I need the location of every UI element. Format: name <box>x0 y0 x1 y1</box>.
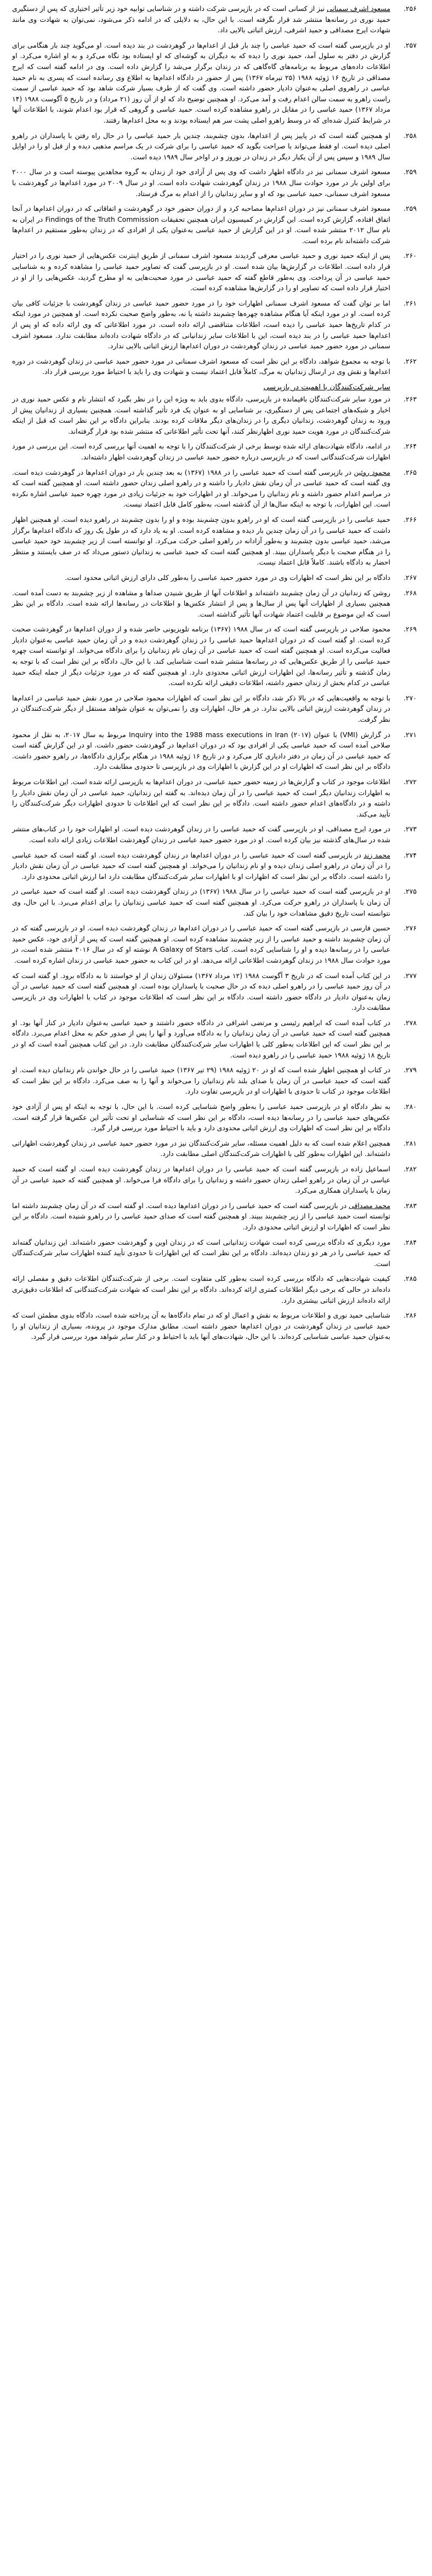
paragraph-body: به نظر دادگاه او در بازپرسی حمید عباسی را به‌طور واضح شناسایی کرده است. با این حال، با توجه به اینکه او پس از آزادی خود عکس‌های حمید عباسی را در رسانه‌ها دیده است، دادگاه بر این نظر است که شناسایی او تحت تأثیر این عکس‌ها قرار گرفته است. دادگاه بر این نظر است که اظهارات وی ارزش اثباتی محدودی دارد و باید با احتیاط مورد بررسی قرار گیرد. <box>12 1102 390 1132</box>
paragraph-number: ۲۷۵. <box>403 887 417 896</box>
paragraph-group-1 <box>12 3 420 377</box>
paragraph-body: کیفیت شهادت‌هایی که دادگاه بررسی کرده است به‌طور کلی متفاوت است. برخی از شرکت‌کنندگان اطلاعات دقیق و مفصلی ارائه داده‌اند در حالی که برخی دیگر اطلاعات کمتری ارائه کرده‌اند. دادگاه بر این نظر است که شهادت شرکت‌کنندگانی که اطلاعات دقیق‌تری ارائه داده‌اند ارزش اثباتی بیشتری دارد. <box>12 1274 390 1304</box>
paragraph-p281 <box>12 1138 420 1159</box>
paragraph-p283 <box>12 1200 420 1233</box>
paragraph-p260 <box>12 250 420 293</box>
paragraph-body: اسماعیل زاده در بازپرسی گفته است که حمید عباسی را در دوران اعدام‌ها در زندان گوهردشت دیده است. او گفته است که حمید عباسی در آن زمان در راهرو اصلی زندان حضور داشته و زندانیان را برای دادگاه فرا می‌خواند. او همچنین گفته که حمید عباسی در آن زمان با پاسداران همکاری می‌کرد. <box>12 1165 390 1195</box>
paragraph-text <box>12 514 390 568</box>
paragraph-number: ۲۶۵. <box>403 468 417 476</box>
paragraph-number: ۲۶۴. <box>403 442 417 451</box>
paragraph-body: در ادامه، دادگاه شهادت‌های ارائه شده توسط برخی از شرکت‌کنندگان را با توجه به اهمیت آنها بررسی کرده است. این بررسی در مورد اظهارات شرکت‌کنندگانی است که در بازپرسی درباره حضور حمید عباسی در زندان گوهردشت اظهار داشته‌اند. <box>12 442 390 461</box>
paragraph-text <box>12 970 390 1013</box>
paragraph-number: ۲۷۷. <box>403 971 417 980</box>
paragraph-text <box>12 1310 390 1342</box>
paragraph-text <box>12 923 390 965</box>
paragraph-group-2 <box>12 394 420 1342</box>
paragraph-body: اما بر توان گفت که مسعود اشرف سمنانی اظهارات خود را در مورد حضور حمید عباسی در زندان گوهردشت با جزئیات کافی بیان کرده است. او در مورد اینکه آیا هنگام مشاهده چهره‌ها چشم‌بند داشته یا نه، به‌طور واضح صحبت نکرده است. او همچنین در مورد اینکه در کدام تاریخ‌ها حمید عباسی را دیده است، اطلاعات متناقضی ارائه داده است. در مورد اطلاعاتی که وی ارائه داده که او پس از اعدام‌ها حمید عباسی را در بند دیده است، این با اطلاعات سایر زندانیانی که در دادگاه شهادت داده‌اند مطابقت ندارد. مسعود اشرف سمنانی در مورد حضور حمید عباسی در زندان گوهردشت در دوران اعدام‌ها ارزش اثباتی بالایی ندارد. <box>12 298 390 350</box>
paragraph-p274 <box>12 850 420 882</box>
paragraph-body: پس از اینکه حمید نوری و حمید عباسی معرفی گردیدند مسعود اشرف سمنانی از طریق اینترنت عکس‌هایی از حمید نوری را در اختیار قرار داده است. اطلاعات در گزارش‌ها بیان شده است. او در بازپرسی گفت که تصاویر حمید عباسی را مشاهده کرده و به شناسایی حمید عباسی در آن پرداخت. وی به‌طور قاطع گفته که حمید عباسی در مورد صحبت‌هایی به او مطرح گردید، عکس‌هایی را از او در اختیار قرار داده است که تصاویر او را در گزارش‌ها مشاهده کرده است. <box>12 251 390 292</box>
paragraph-text <box>12 1273 390 1306</box>
paragraph-number: ۲۵۶. <box>403 4 417 13</box>
paragraph-p268 <box>12 588 420 620</box>
paragraph-p259b <box>12 203 420 246</box>
paragraph-number: ۲۸۴. <box>403 1238 417 1246</box>
paragraph-body: در بازپرسی گفته است که حمید عباسی را در دوران اعدام‌ها در زندان گوهردشت دیده است. او گفته است که حمید عباسی را در آن زمان در راهرو اصلی زندان دیده و او نام زندانیان را می‌خواند. او همچنین گفته است که حمید عباسی در آن زمان نقش دادیار را داشته است. دادگاه بر این نظر است که اظهارات او با اظهارات سایر شرکت‌کنندگان مطابقت دارد اما ارزش اثباتی محدودی دارد. <box>12 850 390 881</box>
paragraph-p273 <box>12 824 420 845</box>
paragraph-text <box>12 850 390 882</box>
paragraph-p269 <box>12 624 420 688</box>
paragraph-number: ۲۷۰. <box>403 693 417 702</box>
person-name: محمد زند <box>363 850 390 859</box>
paragraph-p270 <box>12 693 420 725</box>
paragraph-p280 <box>12 1101 420 1134</box>
paragraph-number: ۲۶۷. <box>403 573 417 582</box>
paragraph-text <box>12 729 390 772</box>
paragraph-p265 <box>12 467 420 510</box>
paragraph-text <box>12 886 390 918</box>
paragraph-number: ۲۷۴. <box>403 850 417 859</box>
paragraph-p264 <box>12 441 420 462</box>
paragraph-number: ۲۸۵. <box>403 1274 417 1283</box>
paragraph-p276 <box>12 923 420 965</box>
paragraph-number: ۲۷۸. <box>403 1018 417 1027</box>
paragraph-p278 <box>12 1017 420 1060</box>
paragraph-p256 <box>12 3 420 36</box>
paragraph-body: حسین فارسی در بازپرسی گفته است که حمید عباسی را در دوران اعدام‌ها در زندان گوهردشت دیده است. او در بازپرسی گفته که در آن زمان چشم‌بند داشته و حمید عباسی را از زیر چشم‌بند مشاهده کرده است. او همچنین گفته است که پس از آزادی خود، عکس حمید عباسی را در رسانه‌ها دیده و او را شناسایی کرده است. کتاب A Galaxy of Stars نوشته او که در سال ۲۰۱۶ منتشر شده است، در مورد حوادث سال ۱۹۸۸ در زندان گوهردشت اطلاعاتی ارائه می‌دهد. او در این کتاب به حضور حمید عباسی در زندان اشاره کرده است. <box>12 924 391 964</box>
paragraph-p258 <box>12 130 420 163</box>
paragraph-text <box>12 1101 390 1134</box>
paragraph-body: اطلاعات موجود در کتاب و گزارش‌ها در زمینه حضور حمید عباسی، در دوران اعدام‌ها به بازپرسی ارائه شده است. این اطلاعات مربوط به اظهارات زندانیان دیگر است که حمید عباسی را در آن زمان دیده‌اند. به گفته این زندانیان، حمید عباسی در آن زمان نقش دادیار را داشته و در دادگاه‌های اعدام حضور داشته است. دادگاه بر این نظر است که این اطلاعات تا حدودی اظهارات دیگر شرکت‌کنندگان را تأیید می‌کند. <box>12 778 390 818</box>
paragraph-text <box>12 1017 390 1060</box>
person-name: مسعود اشرف سمنانی <box>327 4 390 13</box>
paragraph-number: ۲۷۲. <box>403 778 417 786</box>
paragraph-number: ۲۸۲. <box>403 1165 417 1173</box>
paragraph-text <box>12 3 390 36</box>
paragraph-number: ۲۸۶. <box>403 1311 417 1320</box>
paragraph-p272 <box>12 777 420 819</box>
paragraph-number: ۲۵۸. <box>403 131 417 140</box>
paragraph-p282 <box>12 1164 420 1196</box>
paragraph-text <box>12 1200 390 1233</box>
paragraph-body: با توجه به واقعیت‌هایی که در بالا ذکر شد، دادگاه بر این نظر است که اظهارات محمود صلاحی در مورد نقش حمید عباسی در اعدام‌ها در زندان گوهردشت ارزش اثباتی بالایی ندارد. در هر حال، اظهارات وی را نمی‌توان به عنوان شواهد مستقل از دیگر شرکت‌کنندگان در نظر گرفت. <box>12 693 390 724</box>
section-heading: سایر شرکت‌کنندگان با اهمیت در بازپرسی <box>263 383 390 392</box>
paragraph-body: مورد دیگری که دادگاه بررسی کرده است شهادت زندانیانی است که در زندان اوین و گوهردشت حضور داشته‌اند. این زندانیان گفته‌اند که حمید عباسی را در هر دو زندان دیده‌اند. دادگاه بر این نظر است که این اظهارات تا حدودی تأیید کننده اظهارات سایر شرکت‌کنندگان است. <box>12 1238 390 1268</box>
paragraph-text <box>12 394 390 436</box>
paragraph-body: در کتاب آمده است که ابراهیم رئیسی و مرتضی اشراقی در دادگاه حضور داشتند و حمید عباسی به‌عنوان دادیار در کنار آنها بود. او همچنین گفته است که حمید عباسی در آن زمان زندانیان را به دادگاه می‌آورد و آنها را پس از صدور حکم به محل اعدام می‌برد. دادگاه بر این نظر است که این اطلاعات به‌طور کلی با اظهارات سایر شرکت‌کنندگان مطابقت دارد. در این کتاب همچنین آمده است که او در تاریخ ۱۸ ژوئیه ۱۹۸۸ حمید عباسی را در راهرو دیده است. <box>12 1018 390 1059</box>
paragraph-text <box>12 203 390 246</box>
paragraph-body: مسعود اشرف سمنانی نیز در دادگاه اظهار داشت که وی پس از آزادی خود از زندان به گروه مجاهدین پیوسته است و در سال ۲۰۰۰ برای اولین بار در مورد حوادث سال ۱۹۸۸ در زندان گوهردشت شهادت داده است. او در سال ۲۰۰۹ در مورد اعدام‌ها در گوهردشت با مسعود اشرف سمنانی، حمید عباسی بود که او و سایر زندانیان را از اعدام به مرگ فرستاد. <box>12 168 390 198</box>
paragraph-body: با توجه به مجموع شواهد، دادگاه بر این نظر است که مسعود اشرف سمنانی در مورد حضور حمید عباسی در زندان گوهردشت در دوره اعدام‌ها و نقش وی در ارسال زندانیان به مرگ، کاملاً قابل اعتماد نیست و شهادت وی را باید با احتیاط مورد بررسی قرار داد. <box>12 357 390 376</box>
paragraph-text <box>12 40 390 126</box>
paragraph-p279 <box>12 1065 420 1097</box>
paragraph-body: او در بازپرسی گفته است که حمید عباسی را در سال ۱۹۸۸ (۱۳۶۷) در زندان گوهردشت دیده است. او گفته است که حمید عباسی در آن زمان با پاسداران در راهرو حرکت می‌کرد. او همچنین گفته است که حمید عباسی زندانیان را برای اعدام می‌برد. با این حال، وی نتوانسته است تاریخ دقیق مشاهدات خود را بیان کند. <box>12 887 390 917</box>
paragraph-number: ۲۶۹. <box>403 625 417 634</box>
paragraph-text <box>12 588 390 620</box>
paragraph-number: ۲۷۶. <box>403 924 417 933</box>
paragraph-text <box>12 1065 390 1097</box>
paragraph-number: ۲۶۸. <box>403 588 417 597</box>
paragraph-number: ۲۵۹. <box>403 204 417 213</box>
paragraph-body: در این کتاب آمده است که در تاریخ ۳ آگوست ۱۹۸۸ (۱۲ مرداد ۱۳۶۷) مسئولان زندان از او خواستند تا به دادگاه برود. او گفته است که در آن روز حمید عباسی را در راهرو اصلی دیده که در حال صحبت با پاسداران بوده است. او همچنین گفته است که حمید عباسی در آن زمان به‌عنوان دادیار در دادگاه حضور داشته است. دادگاه بر این نظر است که اطلاعات موجود در کتاب با اظهارات وی در بازپرسی مطابقت دارد. <box>12 971 390 1012</box>
paragraph-body: در مورد ایرج مصداقی، او در بازپرسی گفت که حمید عباسی را در زندان گوهردشت دیده است. او اظهارات خود را در کتاب‌های منتشر شده در سال‌های گذشته نیز بیان کرده است. او در مورد حضور حمید عباسی در زندان گوهردشت اطلاعات زیادی ارائه داده است. <box>12 825 390 844</box>
paragraph-p262 <box>12 356 420 377</box>
paragraph-body: در گزارش (VMI) با عنوان Inquiry into the 1988 mass executions in Iran (۲۰۱۷) مربوط به سال ۲۰۱۷، به نقل از محمود صلاحی آمده است که حمید عباسی یکی از افرادی بود که در دوران اعدام‌ها در گوهردشت حضور داشت. او در این گزارش گفته است که حمید عباسی در آن زمان در دفتر دادیاری کار می‌کرد و در تاریخ ۱۶ ژوئیه ۱۹۸۸ در هنگام برگزاری دادگاه‌ها، در راهرو حضور داشت. دادگاه بر این نظر است که اظهارات او در این گزارش با اظهارات وی در بازپرسی تا حدودی مطابقت دارد. <box>12 730 390 771</box>
paragraph-text <box>12 1237 390 1269</box>
paragraph-p266 <box>12 514 420 568</box>
paragraph-p275 <box>12 886 420 918</box>
paragraph-number: ۲۶۶. <box>403 515 417 524</box>
paragraph-p286 <box>12 1310 420 1342</box>
paragraph-body: در بازپرسی گفته است که حمید عباسی را در دوران اعدام‌ها دیده است. او گفته است که در آن زمان چشم‌بند داشته اما توانسته است حمید عباسی را از زیر چشم‌بند ببیند. او همچنین گفته است که صدای حمید عباسی را در راهرو شنیده است. دادگاه بر این نظر است که اظهارات او ارزش اثباتی محدودی دارد. <box>12 1201 390 1231</box>
paragraph-text <box>12 356 390 377</box>
paragraph-text <box>12 572 390 583</box>
paragraph-number: ۲۶۱. <box>403 298 417 307</box>
paragraph-number: ۲۸۳. <box>403 1201 417 1210</box>
paragraph-body: مسعود اشرف سمنانی نیز در دوران اعدام‌ها مصاحبه کرد و از دوران حضور خود در گوهردشت و اتفاقاتی که در دوران اعدام‌ها در آنجا اتفاق افتاده، گزارش کرده است. این گزارش در کمیسیون ایران همچنین تحقیقات Findings of the Truth Commission در ایران به نام سال ۲۰۱۲ منتشر شده است. او در این گزارش از حمید عباسی به‌عنوان یکی از افرادی که در زندان به‌طور مستقیم در اعدام‌ها شرکت داشته‌اند نام برده است. <box>12 204 390 245</box>
paragraph-text <box>12 1164 390 1196</box>
paragraph-p267 <box>12 572 420 583</box>
person-name: محمود روئین <box>354 468 390 476</box>
paragraph-text <box>12 467 390 510</box>
paragraph-body: او در بازپرسی گفته است که حمید عباسی را چند بار قبل از اعدام‌ها در گوهردشت در بند دیده است. او می‌گوید چند بار هنگامی برای گزارش در دفتر به سلول آمد، حمید نوری را دیده که به دیگران به گوشه‌ای که او ایستاده بود نگاه می‌کرد و به او اشاره می‌کرد. او اطلاعات داده‌های مربوط به برنامه‌های گاه‌گاهی که در زندان برگزار می‌شد را گزارش داده است. وی در ادامه گفته است که ایرج مصداقی در تاریخ ۱۶ ژوئیه ۱۹۸۸ (۲۵ تیرماه ۱۳۶۷) پس از حضور در دادگاه اعدام‌ها به اطلاع وی رسانده است که پسری به نام حمید عباسی در راهروی اصلی به‌عنوان دادیار حضور داشته است. وی گفت که از طرف بسیار شرکت شاهد بود که حمید عباسی از سمت راست راهرو به سمت سالن اعدام رفت و آمد می‌کرد. او همچنین توضیح داد که او از آن روز (۲۱ مرداد) و در تاریخ ۵ آگوست ۱۹۸۸ (۱۴ مرداد ۱۳۶۷) حمید عباسی را در مقابل در راهرو مشاهده کرده است. حمید عباسی و گروهی که قرار بود اعدام شوند، با اطلاعات آنها در شرایط کنترل شده‌ای که در وسط راهرو اصلی پشت سر هم ایستاده بودند و به محل اعدام‌ها رفتند. <box>12 41 390 124</box>
paragraph-text <box>12 166 390 199</box>
paragraph-body: محمود صلاحی در بازپرسی گفته است که در سال ۱۹۸۸ (۱۳۶۷) برنامه تلویزیونی حاضر شده و از دوران اعدام‌ها در گوهردشت صحبت کرده است. او گفته است که در دوران اعدام‌ها حمید عباسی را در زندان گوهردشت دیده و در آن زمان حمید عباسی به‌عنوان دادیار فعالیت می‌کرده است. او همچنین گفته است که حمید عباسی در آن زمان نام زندانیان را برای دادگاه می‌خواند. او توانسته است چهره حمید عباسی را از طریق عکس‌هایی که در رسانه‌ها منتشر شده است شناسایی کند. با این حال، دادگاه بر این نظر است که با توجه به زمان گذشته و تأثیر رسانه‌ها، این اظهارات ارزش اثباتی محدودی دارد. او همچنین گفته که در مورد جزئیات دیگر از جمله اینکه حمید عباسی در کدام بخش از زندان حضور داشته، اطلاعات دقیقی ارائه نکرده است. <box>12 625 390 687</box>
paragraph-number: ۲۵۹. <box>403 168 417 176</box>
paragraph-body: دادگاه بر این نظر است که اظهارات وی در مورد حضور حمید عباسی را به‌طور کلی دارای ارزش اثباتی محدود است. <box>65 573 390 582</box>
paragraph-body: در مورد سایر شرکت‌کنندگان باقیمانده در بازپرسی، دادگاه بدوی باید به ویژه این را در نظر بگیرد که انتشار نام و عکس حمید نوری در اخبار و شبکه‌های اجتماعی پس از دستگیری، بر شناسایی او به عنوان یک فرد تأثیر گذاشته است. همچنین بسیاری از زندانیان پیش از ورود به زندان گوهردشت، زندانیان دیگری را در زندان‌های دیگر ملاقات کرده بودند. بنابراین دادگاه بر این نظر است که قبل از اینکه شرکت‌کنندگان در مورد هویت حمید نوری اظهارنظر کنند، آنها تحت تأثیر اطلاعاتی که منتشر شده بود قرار گرفته‌اند. <box>12 395 390 435</box>
paragraph-text <box>12 824 390 845</box>
paragraph-body: شناسایی حمید نوری و اطلاعات مربوط به نقش و اعمال او که در تمام دادگاه‌ها به آن پرداخته شده است، دادگاه بدوی مطمئن است که حمید عباسی در زندان گوهردشت در دوران اعدام‌ها حضور داشته است. مطابق مدارک موجود در پرونده، بسیاری از زندانیان او را به‌عنوان حمید عباسی شناسایی کرده‌اند. با این حال، شهادت‌های آنها باید با احتیاط و در کنار سایر شواهد مورد بررسی قرار گیرد. <box>12 1311 390 1341</box>
paragraph-text <box>12 624 390 688</box>
person-name: محمد مصداقی <box>349 1201 390 1210</box>
paragraph-p261 <box>12 298 420 352</box>
paragraph-text <box>12 441 390 462</box>
paragraph-p263 <box>12 394 420 436</box>
paragraph-number: ۲۶۳. <box>403 395 417 403</box>
paragraph-p259 <box>12 166 420 199</box>
paragraph-body: او همچنین گفته است که در پاییز پس از اعدام‌ها، بدون چشم‌بند، چندین بار حمید عباسی را در حال راه رفتن با پاسداران در راهرو اصلی دیده است. او فقط می‌تواند با صراحت بگوید که حمید عباسی را برای شرکت در یک مراسم مذهبی دیده و از قبل او را در اوایل سال ۱۹۸۹ و سپس پس از آن یکبار دیگر در زندان در نوروز و در اواخر سال ۱۹۸۹ دیده است. <box>12 131 390 161</box>
paragraph-number: ۲۷۹. <box>403 1066 417 1074</box>
paragraph-body: در کتاب او همچنین اظهار شده است که او در ۲۰ ژوئیه ۱۹۸۸ (۲۹ تیر ۱۳۶۷) حمید عباسی را در حال خواندن نام زندانیان دیده است. او گفته است که حمید عباسی در آن زمان با صدای بلند نام زندانیان را می‌خواند و آنها را به صف می‌کرد. دادگاه بر این نظر است که اطلاعات موجود در کتاب تا حدودی با اظهارات او در بازپرسی تفاوت دارد. <box>12 1066 390 1096</box>
paragraph-p284 <box>12 1237 420 1269</box>
paragraph-text <box>12 130 390 163</box>
paragraph-number: ۲۸۰. <box>403 1102 417 1111</box>
paragraph-text <box>12 250 390 293</box>
paragraph-body: حمید عباسی را در بازپرسی گفته است که او در راهرو بدون چشم‌بند بوده و او را بدون چشم‌بند در راهرو دیده است. او همچنین اظهار داشت که حمید عباسی را در آن زمان چندین بار دیده و مشاهده کرده است. او به یاد دارد که در طول یک روز که دادگاه اعدام‌ها برگزار می‌شد، حمید عباسی بدون چشم‌بند و به‌طور آزادانه در راهرو اصلی حرکت می‌کرد. او توانسته است از زیر چشم‌بند خود حمید عباسی را در هنگام صحبت با دیگر پاسداران ببیند. او همچنین گفته است که حمید عباسی به زندانیان دستور می‌داد که در صف بایستند و منتظر احضار به دادگاه باشند. کاملاً قابل اعتماد نیست. <box>12 515 390 567</box>
paragraph-p277 <box>12 970 420 1013</box>
paragraph-body: در بازپرسی گفته است که حمید عباسی را در ۱۹۸۸ (۱۳۶۷) به بعد چندین بار در دوران اعدام‌ها در گوهردشت دیده است. وی گفته است که حمید عباسی در آن زمان نقش دادیار را داشته و در راهرو اصلی زندان حضور داشته است. او همچنین گفته است که در مراسم اعدام حضور داشته و نام زندانیان را می‌خواند. او در اظهارات خود به جزئیات زیادی در مورد چهره حمید عباسی اشاره نکرده است. این اظهارات، با توجه به اینکه سال‌ها از آن گذشته است، به‌طور کامل قابل اعتماد نیست. <box>12 468 390 509</box>
paragraph-text <box>12 1138 390 1159</box>
paragraph-text <box>12 693 390 725</box>
paragraph-text <box>12 298 390 352</box>
paragraph-number: ۲۵۷. <box>403 41 417 49</box>
paragraph-body: نیز از کسانی است که در بازپرسی شرکت داشته و در شناسایی توابیه خود زیر تأثیر اختیاری که پس از دستگیری حمید نوری در رسانه‌ها منتشر شد قرار نگرفته است. با این حال، به دلایلی که در ادامه ذکر می‌شود، نمی‌توان به شهادت وی مانند شهادت ایرج مصداقی و حمید اشرفی، ارزش اثباتی بالایی داد. <box>12 4 390 34</box>
paragraph-text <box>12 777 390 819</box>
paragraph-p271 <box>12 729 420 772</box>
paragraph-number: ۲۶۰. <box>403 251 417 260</box>
paragraph-p285 <box>12 1273 420 1306</box>
paragraph-number: ۲۷۳. <box>403 825 417 833</box>
paragraph-p257 <box>12 40 420 126</box>
paragraph-body: روشن که زندانیان در آن زمان چشم‌بند داشته‌اند و اطلاعات آنها از طریق شنیدن صداها و مشاهده از زیر چشم‌بند به دست آمده است. همچنین بسیاری از اظهارات آنها پس از سال‌ها و پس از انتشار عکس‌ها و اطلاعات در رسانه‌ها ارائه شده است. دادگاه بر این نظر است که این موضوع بر قابلیت اعتماد شهادت آنها تأثیر گذاشته است. <box>12 588 390 618</box>
paragraph-number: ۲۸۱. <box>403 1138 417 1147</box>
paragraph-body: همچنین اعلام شده است که به دلیل اهمیت مسئله، سایر شرکت‌کنندگان نیز در مورد حضور حمید عباسی در زندان گوهردشت اظهاراتی داشته‌اند. این اظهارات به‌طور کلی با اظهارات شرکت‌کنندگان اصلی مطابقت دارد. <box>12 1138 390 1158</box>
paragraph-number: ۲۶۲. <box>403 357 417 365</box>
paragraph-number: ۲۷۱. <box>403 730 417 739</box>
